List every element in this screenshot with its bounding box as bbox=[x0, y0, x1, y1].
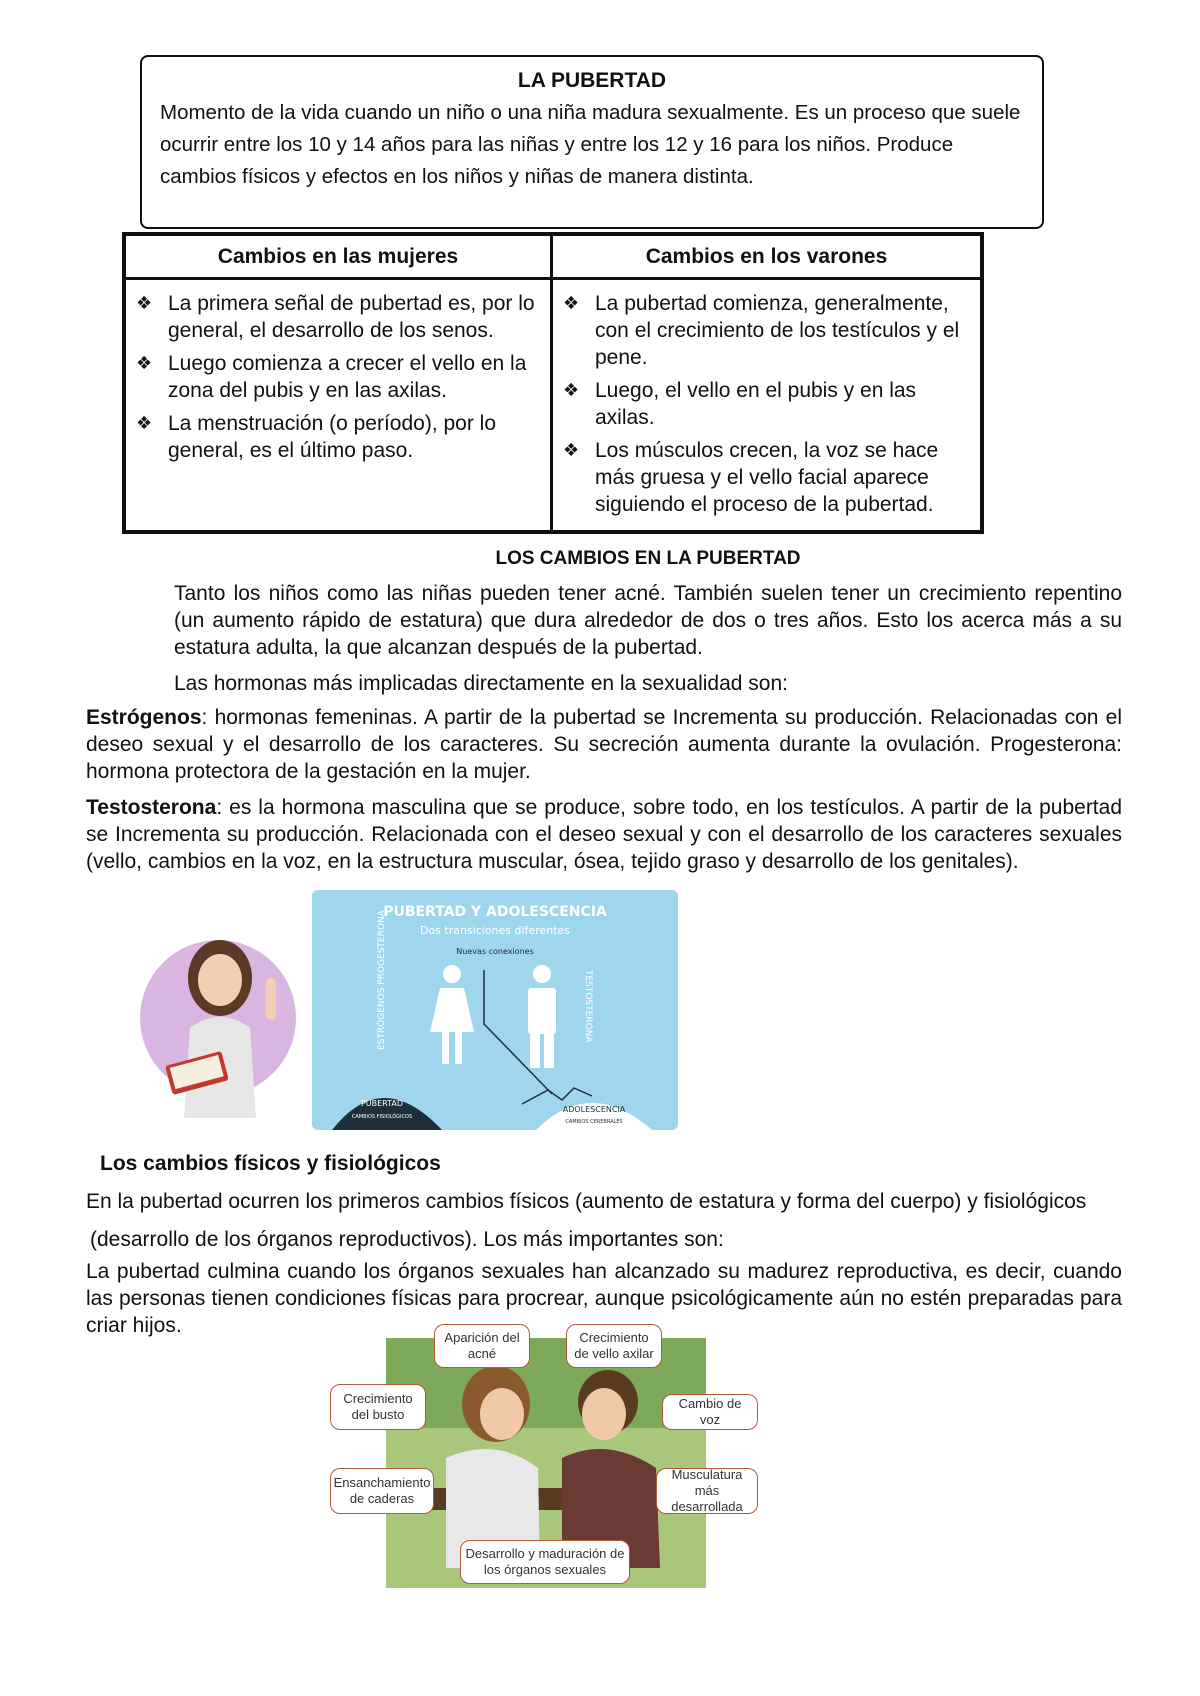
paragraph-physical-2: (desarrollo de los órganos reproductivos). Los más importantes son: bbox=[90, 1228, 724, 1251]
bubble-voz: Cambio de voz bbox=[662, 1394, 758, 1430]
diamond-bullet-icon: ❖ bbox=[136, 413, 153, 433]
bubble-organos: Desarrollo y maduración de los órganos sexuales bbox=[460, 1540, 630, 1584]
bubble-busto: Crecimiento del busto bbox=[330, 1384, 426, 1430]
term-testosterone: Testosterona bbox=[86, 796, 217, 819]
bubble-caderas: Ensanchamiento de caderas bbox=[330, 1468, 434, 1514]
men-header: Cambios en los varones bbox=[553, 236, 980, 280]
diamond-bullet-icon: ❖ bbox=[136, 353, 153, 373]
paragraph-acne: Tanto los niños como las niñas pueden tener acné. También suelen tener un crecimiento repentino (un aumento rápido de estatura) que dura alrededor de dos o tres años. Esto los acerca más a su estatura adulta, la que alcanzan después de la pubertad. bbox=[174, 582, 1122, 659]
intro-text: Momento de la vida cuando un niño o una niña madura sexualmente. Es un proceso que suele ocurrir entre los 10 y 14 años para las niñas y entre los 12 y 16 para los niños. Produce cambios físicos y efectos en los niños y niñas de manera distinta. bbox=[160, 101, 1021, 188]
infographic-left-vertical: ESTRÓGENOS PROGESTERONA bbox=[377, 910, 387, 1050]
infographic-adolescencia-label: ADOLESCENCIA bbox=[562, 1105, 626, 1114]
infographic-connections: Nuevas conexiones bbox=[456, 947, 534, 956]
paragraph-hormones-intro: Las hormonas más implicadas directamente en la sexualidad son: bbox=[174, 672, 788, 695]
list-item: ❖ La pubertad comienza, generalmente, con el crecimiento de los testículos y el pene. bbox=[563, 292, 960, 369]
diamond-bullet-icon: ❖ bbox=[563, 293, 580, 313]
women-column bbox=[126, 236, 553, 530]
diamond-bullet-icon: ❖ bbox=[136, 293, 153, 313]
paragraph-physical-3: La pubertad culmina cuando los órganos sexuales han alcanzado su madurez reproductiva, es decir, cuando las personas tienen condiciones físicas para procrear, aunque psicológicamente aún no estén preparadas para criar hijos. bbox=[86, 1260, 1122, 1337]
infographic-adolescencia-sub: CAMBIOS CEREBRALES bbox=[565, 1119, 623, 1125]
women-header: Cambios en las mujeres bbox=[126, 236, 550, 280]
bubble-musculatura: Musculatura más desarrollada bbox=[656, 1468, 758, 1514]
infographic-title: PUBERTAD Y ADOLESCENCIA bbox=[383, 904, 607, 920]
paragraph-testosterone: Testosterona: es la hormona masculina que se produce, sobre todo, en los testículos. A partir de la pubertad se Incrementa su producción. Relacionada con el deseo sexual y con el desarrollo de los caracteres sexuales (vello, cambios en la voz, en la estructura muscular, ósea, tejido graso y desarrollo de los genitales). bbox=[86, 796, 1122, 873]
infographic-pubertad-sub: CAMBIOS FISIOLÓGICOS bbox=[351, 1114, 413, 1120]
women-list bbox=[126, 280, 550, 464]
list-item: ❖ La primera señal de pubertad es, por lo general, el desarrollo de los senos. bbox=[136, 292, 535, 342]
girl-with-book-image bbox=[140, 918, 300, 1118]
bubble-acne: Aparición del acné bbox=[434, 1324, 530, 1368]
intro-box bbox=[140, 55, 1044, 229]
infographic-right-vertical: TESTOSTERONA bbox=[583, 970, 593, 1043]
term-estrogens: Estrógenos bbox=[86, 706, 202, 729]
intro-title: LA PUBERTAD bbox=[517, 69, 667, 92]
list-item: ❖ Luego comienza a crecer el vello en la zona del pubis y en las axilas. bbox=[136, 352, 527, 402]
puberty-adolescence-infographic bbox=[312, 890, 678, 1130]
list-item: ❖ Los músculos crecen, la voz se hace más gruesa y el vello facial aparece siguiendo el proceso de la pubertad. bbox=[563, 439, 939, 516]
comparison-table bbox=[122, 232, 984, 534]
list-item: ❖ Luego, el vello en el pubis y en las axilas. bbox=[563, 379, 917, 429]
men-list bbox=[553, 280, 980, 518]
puberty-changes-diagram bbox=[326, 1318, 766, 1590]
diamond-bullet-icon: ❖ bbox=[563, 440, 580, 460]
paragraph-estrogens: Estrógenos: hormonas femeninas. A partir de la pubertad se Incrementa su producción. Relacionadas con el deseo sexual y el desarrollo de los caracteres. Su secreción aumenta durante la ovulación. Progesterona: hormona protectora de la gestación en la mujer. bbox=[86, 706, 1122, 783]
diamond-bullet-icon: ❖ bbox=[563, 380, 580, 400]
infographic-subtitle: Dos transiciones diferentes bbox=[419, 924, 571, 937]
section-title: LOS CAMBIOS EN LA PUBERTAD bbox=[495, 548, 801, 569]
physical-changes-title: Los cambios físicos y fisiológicos bbox=[100, 1152, 441, 1175]
paragraph-physical-1: En la pubertad ocurren los primeros cambios físicos (aumento de estatura y forma del cuerpo) y fisiológicos bbox=[86, 1190, 1087, 1213]
men-column bbox=[553, 236, 980, 530]
infographic-pubertad-label: PUBERTAD bbox=[360, 1099, 404, 1108]
list-item: ❖ La menstruación (o período), por lo general, es el último paso. bbox=[136, 412, 497, 462]
bubble-vello: Crecimiento de vello axilar bbox=[566, 1324, 662, 1368]
